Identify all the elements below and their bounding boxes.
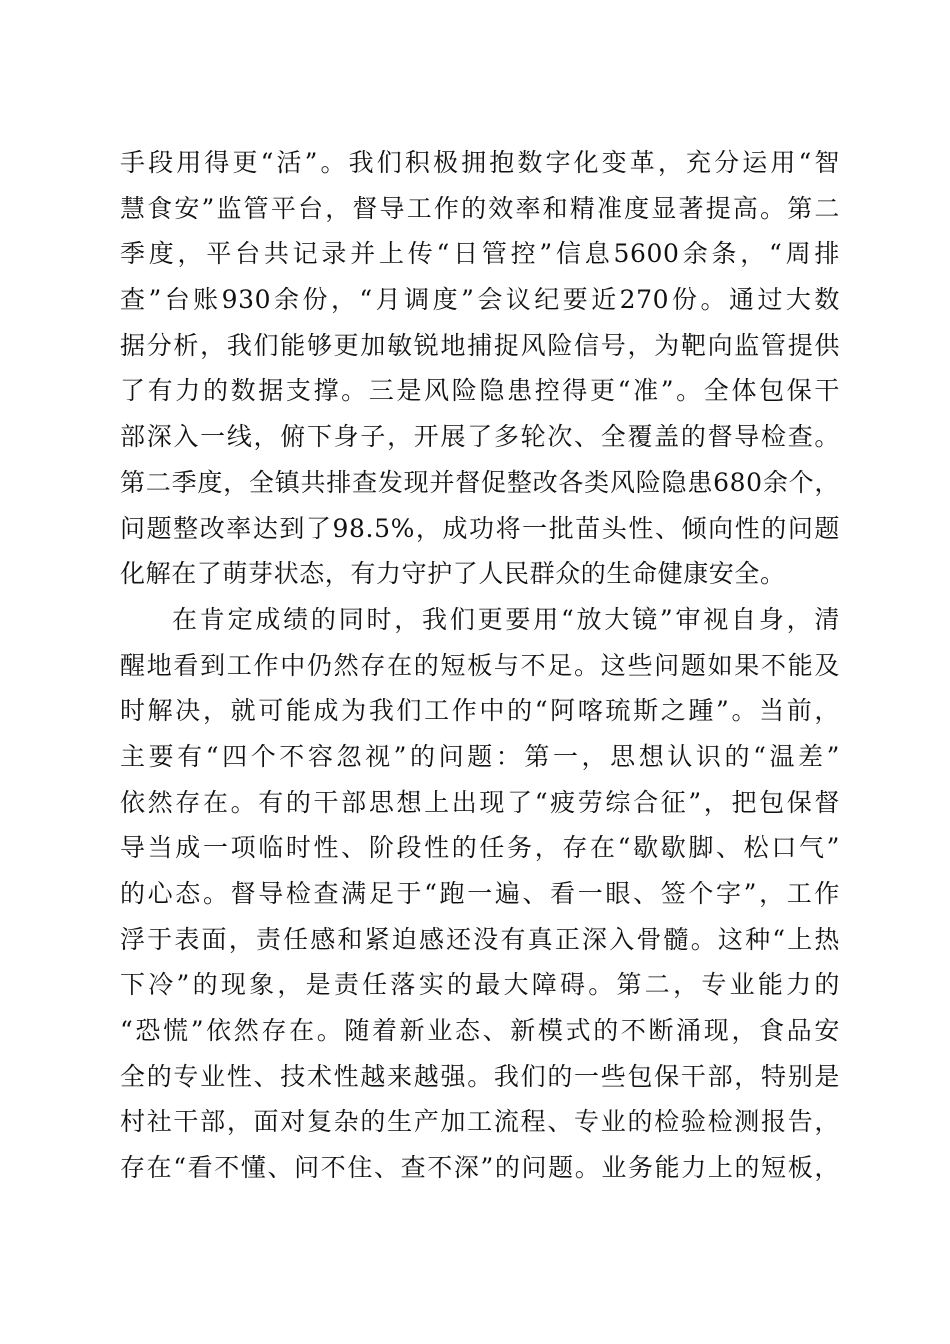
text-line: 主要有“四个不容忽视”的问题：第一，思想认识的“温差” — [120, 741, 840, 771]
text-line: 依然存在。有的干部思想上出现了“疲劳综合征”，把包保督 — [120, 787, 840, 817]
text-line: 部深入一线，俯下身子，开展了多轮次、全覆盖的督导检查。 — [120, 422, 840, 452]
paragraph-1 — [120, 140, 840, 597]
text-line: 村社干部，面对复杂的生产加工流程、专业的检验检测报告， — [120, 1107, 840, 1137]
paragraph-2 — [120, 597, 840, 1191]
text-line: 查”台账930余份，“月调度”会议纪要近270份。通过大数 — [120, 285, 840, 315]
text-line: 浮于表面，责任感和紧迫感还没有真正深入骨髓。这种“上热 — [120, 924, 840, 954]
text-line: 季度，平台共记录并上传“日管控”信息5600余条，“周排 — [120, 239, 840, 269]
text-line: 手段用得更“活”。我们积极拥抱数字化变革，充分运用“智 — [120, 148, 840, 177]
text-line: 全的专业性、技术性越来越强。我们的一些包保干部，特别是 — [120, 1061, 840, 1091]
text-line: 醒地看到工作中仍然存在的短板与不足。这些问题如果不能及 — [120, 650, 840, 680]
text-line: “恐慌”依然存在。随着新业态、新模式的不断涌现，食品安 — [120, 1016, 840, 1046]
text-line: 导当成一项临时性、阶段性的任务，存在“歇歇脚、松口气” — [120, 833, 840, 863]
text-line: 化解在了萌芽状态，有力守护了人民群众的生命健康安全。 — [120, 559, 786, 589]
text-line: 了有力的数据支撑。三是风险隐患控得更“准”。全体包保干 — [120, 376, 840, 406]
text-line: 在肯定成绩的同时，我们更要用“放大镜”审视自身，清 — [172, 604, 840, 634]
text-line: 慧食安”监管平台，督导工作的效率和精准度显著提高。第二 — [120, 193, 840, 223]
text-line: 问题整改率达到了98.5%，成功将一批苗头性、倾向性的问题 — [120, 513, 840, 543]
text-line: 第二季度，全镇共排查发现并督促整改各类风险隐患680余个， — [120, 467, 840, 497]
text-line: 存在“看不懂、问不住、查不深”的问题。业务能力上的短板， — [120, 1153, 840, 1183]
text-line: 时解决，就可能成为我们工作中的“阿喀琉斯之踵”。当前， — [120, 696, 840, 726]
text-line: 下冷”的现象，是责任落实的最大障碍。第二，专业能力的 — [120, 970, 840, 1000]
text-line: 的心态。督导检查满足于“跑一遍、看一眼、签个字”，工作 — [120, 879, 840, 908]
text-line: 据分析，我们能够更加敏锐地捕捉风险信号，为靶向监管提供 — [120, 330, 840, 360]
body-text — [120, 140, 840, 1191]
